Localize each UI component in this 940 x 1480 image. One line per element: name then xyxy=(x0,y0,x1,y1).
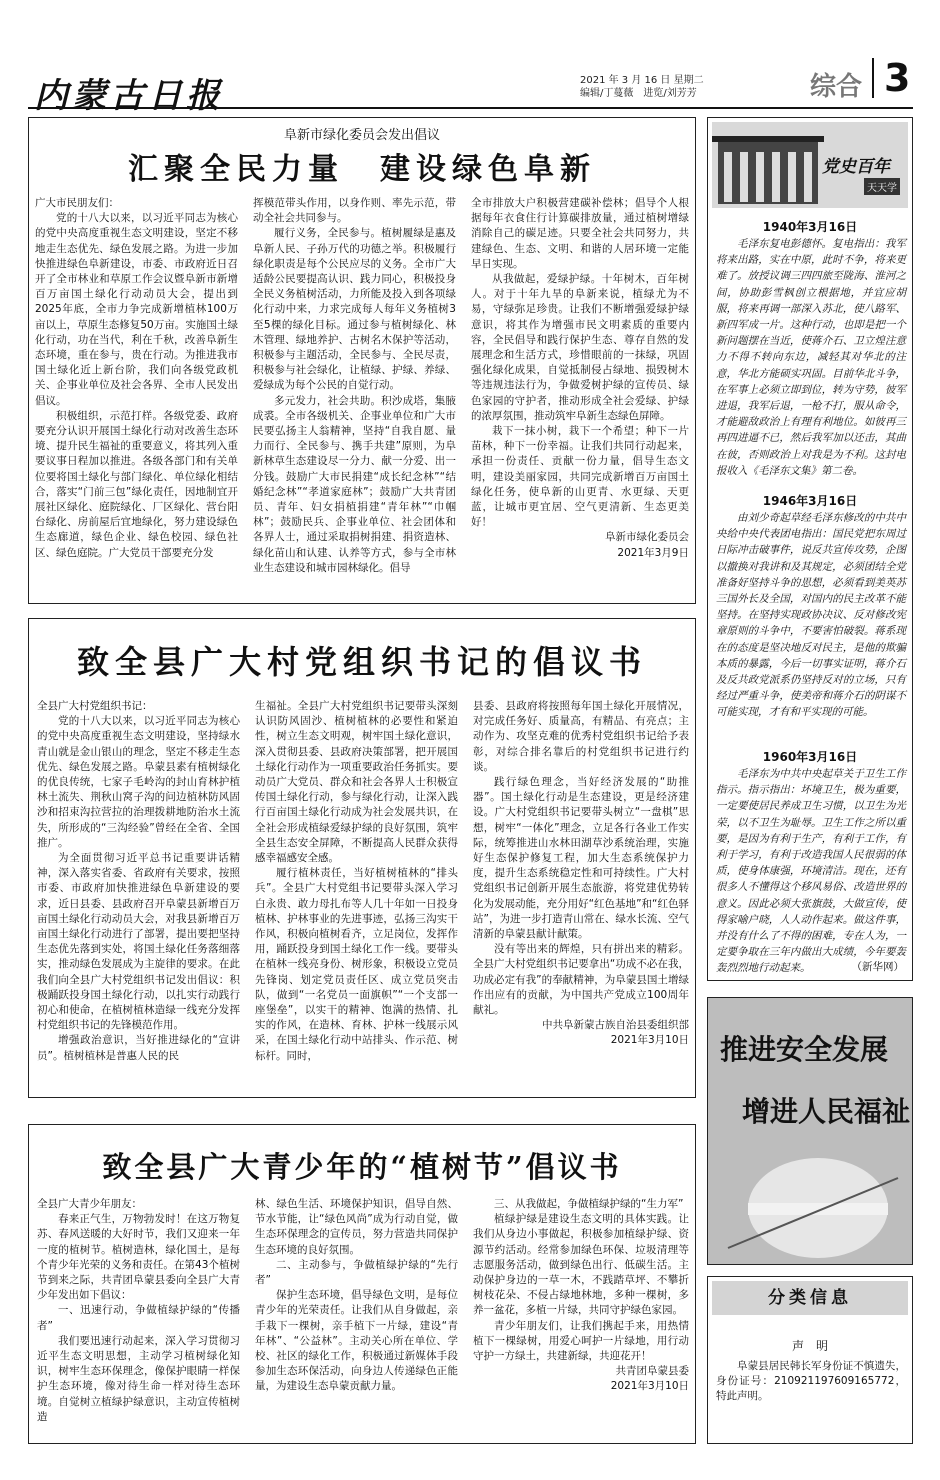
sidebar-entry-2-text: 由刘少奇起草经毛泽东修改的中共中央给中央代表团电指出：国民党把东周过日际冲击破事件，说反共宣传攻势，企图以撤换对我讲和及其规定，必须团结全党准备好坚持斗争的思想，必须看到美英苏三国外长及全国，对国内的民主改革不能坚持。在坚持实现政协决议、反对修改宪章原则的斗争中，不要害怕破裂。蒋系现在的态度是坚决地反对民主，是他的欺骗本质的暴露，今后一切事实证明，蒋介石及反共政党派系仍坚持反对的立场，只有经过严重斗争，使美帝和蒋介石的阴谋不可能实现，才有和平实现的可能。 xyxy=(716,512,906,719)
sidebar-entry-3-date: 1960年3月16日 xyxy=(762,750,858,764)
sidebar-entry-2-date: 1946年3月16日 xyxy=(762,494,858,508)
article-1-title: 汇聚全民力量 建设绿色阜新 xyxy=(128,152,596,187)
article-1-col-3 xyxy=(471,196,689,561)
party-history-banner xyxy=(712,122,908,208)
date-line: 2021 年 3 月 16 日 星期二 xyxy=(580,75,704,86)
article-2-date: 2021年3月10日 xyxy=(610,1034,689,1047)
paragraph: 积极组织，示范打样。各级党委、政府要充分认识开展国土绿化行动对改善生态环境、提升民生福祉的重要意义，将其列入重要议事日程加以推进。各级各部门和有关单位要将国土绿化与部门绿化、单位绿化相结合，落实“门前三包”绿化责任，因地制宜开展社区绿化、庭院绿化、厂区绿化、营台阳台绿化、房前屋后宜地绿化，努力建设绿色生态廊道，绿色企业、绿色校园、绿色社区、绿色庭院。广大党员干部要充分发 xyxy=(35,409,238,559)
banner-badge: 天天学 xyxy=(864,178,900,195)
paragraph: 栽下一抹小树，栽下一个希望；种下一片苗林，种下一份幸福。让我们共同行动起来，承担一份责任、贡献一份力量，倡导生态文明，建设美丽家园，共同完成新增百万亩国土绿化任务，使阜新的山更青、水更绿、天更蓝，让城市更宜居、空气更清新、生态更美好！ xyxy=(471,425,689,529)
article-1-date: 2021年3月9日 xyxy=(617,546,689,559)
paragraph: 履行植林责任，当好植树植林的“排头兵”。全县广大村党组书记要带头深入学习白永贵、敢力母扎布等人几十年如一日投身植林、护林事业的先进事迹，弘扬三沟实干作风，积极向植树看齐，立足岗位，发挥作用，踊跃投身到国土绿化工作一线。要带头在植林一线亮身份、树形象，积极设立党员先锋岗、划定党员责任区、成立党员突击队，做到“一名党员一面旗帜”“一个支部一座堡垒”，以实干的精神、饱满的热情、扎实的作风，在造林、育林、护林一线展示风采，在国土绿化行动中站排头、作示范、树标杆。同时， xyxy=(255,867,458,1062)
article-3-greeting: 全县广大青少年朋友： xyxy=(37,1198,142,1210)
paragraph: 我们要迅速行动起来，深入学习贯彻习近平生态文明思想，主动学习植树绿化知识，树牢生态环保理念，像保护眼睛一样保护生态环境，像对待生命一样对待生态环境。自觉树立植绿护绿意识，主动宣传植树造 xyxy=(37,1334,240,1423)
article-2-col-2 xyxy=(255,699,458,1064)
article-1 xyxy=(28,117,696,604)
article-2-signature: 中共阜新蒙古族自治县委组织部 xyxy=(542,1019,689,1032)
article-2-title: 致全县广大村党组织书记的倡议书 xyxy=(76,643,647,681)
article-3-col-3 xyxy=(473,1197,689,1395)
article-1-col-1 xyxy=(35,196,238,561)
ad-headline-2: 增进人民福祉 xyxy=(742,1095,911,1128)
article-3 xyxy=(28,1124,696,1444)
article-1-subtitle: 阜新市绿化委员会发出倡议 xyxy=(283,128,440,143)
masthead-logo: 内蒙古日报 xyxy=(34,76,224,116)
ad-headline-1: 推进安全发展 xyxy=(720,1033,889,1066)
article-3-col-2 xyxy=(255,1197,458,1395)
paragraph: 春来正气生，万物勃发时！在这万物复苏、春风送暖的大好时节，我们又迎来一年一度的植树节。植树造林，绿化国土，是每个青少年光荣的义务和责任。在第43个植树节到来之际，共青团阜蒙县委向全县广大青少年发出如下倡议： xyxy=(37,1213,240,1302)
header-info xyxy=(580,74,704,100)
notice-title: 声 明 xyxy=(791,1339,828,1353)
classified-box xyxy=(707,1276,913,1444)
article-1-signature: 阜新市绿化委员会 xyxy=(605,531,689,544)
article-3-title: 致全县广大青少年的“植树节”倡议书 xyxy=(102,1150,622,1184)
article-3-signature: 共青团阜蒙县委 xyxy=(615,1365,689,1378)
editors-line: 编辑/丁蔓薇 进览/刘芳芳 xyxy=(580,88,697,99)
article-2-greeting: 全县广大村党组织书记： xyxy=(37,700,153,712)
sidebar-entry-1-date: 1940年3月16日 xyxy=(762,220,858,234)
paragraph: 植绿护绿是建设生态文明的具体实践。让我们从身边小事做起，积极参加植绿护绿、资源节约活动。经常参加绿色环保、垃圾清理等志愿服务活动，做到绿色出行、低碳生活。主动保护身边的一草一木，不践踏草坪、不攀折树枝花朵、不侵占绿地林地，多种一棵树，多养一盆花，多植一片绿，共同守护绿色家园。 xyxy=(473,1213,689,1317)
paragraph: 三、从我做起，争做植绿护绿的“生力军” xyxy=(494,1198,684,1210)
paragraph: 没有等出来的辉煌，只有拼出来的精彩。全县广大村党组织书记要拿出“功成不必在我，功成必定有我”的奉献精神，为阜蒙县国土增绿作出应有的贡献，为中国共产党成立100周年献礼。 xyxy=(473,943,689,1017)
paragraph: 保护生态环境，倡导绿色文明，是每位青少年的光荣责任。让我们从自身做起，亲手栽下一棵树，亲手植下一片绿，建设“青年林”、“公益林”。主动关心所在单位、学校、社区的绿化工作，积极通过新媒体手段参加生态环保活动，向身边人传递绿色正能量，为建设生态阜蒙贡献力量。 xyxy=(255,1289,458,1393)
sidebar-history xyxy=(707,117,913,981)
article-2-col-1 xyxy=(37,699,240,1064)
paragraph: 多元发力，社会共助。积沙成塔，集腋成裘。全市各级机关、企事业单位和广大市民要弘扬主人翁精神，坚持“自我自愿、量力而行、全民参与、携手共建”原则，为阜新林草生态建设尽一分力、献一分爱、出一分钱。鼓励广大市民捐建“成长纪念林”“结婚纪念林”“孝道家庭林”；鼓励广大共青团员、青年、妇女捐植捐建“青年林”“巾帼林”；鼓励民兵、企事业单位、社会团体和各界人士，通过采取捐树捐建、捐资造林、绿化苗山和认建、认养等方式，参与全市林业生态建设和城市园林绿化。倡导 xyxy=(253,394,456,574)
paragraph: 挥模范带头作用，以身作则、率先示范，带动全社会共同参与。 xyxy=(253,197,456,225)
paragraph: 践行绿色理念，当好经济发展的“助推器”。国土绿化行动是生态建设，更是经济建设。广大村党组织书记要带头树立“一盘棋”思想，树牢“一体化”理念，立足各行各业工作实际，统筹推进山水林田湖草沙系统治理，实施好生态保护修复工程，加大生态系统保护力度，提升生态系统稳定性和可持续性。广大村党组织书记创新开展生态旅游，将党建优势转化为发展动能，充分用好“红色基地”和“红色驿站”，为进一步打造青山常在、绿水长流、空气清新的阜蒙县献计献策。 xyxy=(473,776,689,941)
ad-safety xyxy=(707,997,913,1265)
paragraph: 生福祉。全县广大村党组织书记要带头深刻认识防风固沙、植树植林的必要性和紧迫性，树立生态文明观，树牢国土绿化意识，深入贯彻县委、县政府决策部署，把开展国土绿化行动作为一项重要政治任务抓实。要动员广大党员、群众和社会各界人士积极宣传国土绿化行动，参与绿化行动，让深入践行百亩国土绿化行动成为社会发展共识，在全社会形成植绿爱绿护绿的良好氛围，筑牢全县生态安全屏障，不断提高人民群众获得感幸福感安全感。 xyxy=(255,700,458,865)
section-name: 综合 xyxy=(810,72,863,102)
banner-text: 党史百年 xyxy=(822,157,890,177)
paragraph: 从我做起，爱绿护绿。十年树木，百年树人。对于十年九旱的阜新来说，植绿尤为不易，守绿弥足珍贵。让我们不断增强爱绿护绿意识，将其作为增强市民文明素质的重要内容，全民倡导和践行保护生态、尊存自然的发展理念和生活方式，珍惜眼前的一抹绿，巩固强化绿化成果，自觉抵制侵占绿地、损毁树木等违规违法行为，争做爱树护绿的宣传员、绿色家园的守护者，推动形成全社会爱绿、护绿的浓厚氛围，推动筑牢阜新生态绿色屏障。 xyxy=(471,273,689,422)
notice-text: 阜蒙县居民韩长军身份证不慎遗失，身份证号：210921197609165772，特此声明。 xyxy=(716,1360,906,1403)
paragraph: 全市排放大户积极营建碳补偿林；倡导个人根据每年衣食住行计算碳排放量，通过植树增绿消除自己的碳足迹。只要全社会共同努力，共建绿色、生态、文明、和谐的人居环境一定能早日实现。 xyxy=(471,197,689,270)
classified-header: 分类信息 xyxy=(712,1281,908,1315)
article-2 xyxy=(28,618,696,1098)
paragraph: 县委、县政府将按照每年国土绿化开展情况，对完成任务好、质量高，有精品、有亮点；主动作为、攻坚克难的优秀村党组织书记给予表彰，对综合排名靠后的村党组织书记进行约谈。 xyxy=(473,700,689,773)
sidebar-entry-1-text: 毛泽东复电彭德怀。复电指出：我军将来出路，实在中原，此时不争，将来更难了。放授议调三四四旅至陇海、淮河之间，协助彭雪枫创立根据地，并宜应胡服，将来再调一部深入苏北，使八路军、新四军成一片。这种行动，也即是把一个新问题摆在当近，使蒋介石、卫立煌注意力不得不转向东边，减轻其对华北的注意，华北方能硕实巩固。目前华北斗争，在军事上必须立即到位，转为守势，彼军进退，我军后退，一枪不打，服从命令，才能避敌政治上有理有利地位。如彼再三再四进逼不已，然后我军加以还击，其曲在彼，否则政治上对我是为不利。这封电报收入《毛泽东文集》第二卷。 xyxy=(716,238,906,477)
paragraph: 为全面贯彻习近平总书记重要讲话精神，深入落实省委、省政府有关要求，按照市委、市政府加快推进绿色阜新建设的要求，近日县委、县政府召开阜蒙县新增百万亩国土绿化行动动员大会，对我县新增百万亩国土绿化行动进行了部署，提出要把坚持生态优先落到实处，将国土绿化任务落细落实，推动绿色发展成为主旋律的要求。在此我们向全县广大村党组织书记发出倡议：积极踊跃投身国土绿化行动，以扎实行动践行初心和使命，在植树植林造绿一线充分发挥村党组织书记的先锋模范作用。 xyxy=(37,852,240,1032)
article-1-col-2 xyxy=(253,196,456,576)
header-rule xyxy=(28,107,913,109)
paragraph: 林、绿色生活、环境保护知识，倡导自然、节水节能，让“绿色风尚”成为行动自觉，做生态环保理念的宣传员，努力营造共同保护生态环境的良好氛围。 xyxy=(255,1198,458,1256)
paragraph: 青少年朋友们，让我们携起手来，用热情植下一棵绿树，用爱心呵护一片绿地，用行动守护一方绿土，共建新绿，共迎花开！ xyxy=(473,1319,689,1363)
article-1-greeting: 广大市民朋友们： xyxy=(35,197,119,209)
paragraph: 一、迅速行动，争做植绿护绿的“传播者” xyxy=(37,1304,240,1332)
paragraph: 党的十八大以来，以习近平同志为核心的党中央高度重视生态文明建设，坚定不移地走生态优先、绿色发展之路。为进一步加快推进绿色阜新建设，市委、市政府近日召开了全市林业和草原工作会议暨阜新市新增百万亩国土绿化行动动员大会，提出到2025年底，全市力争完成新增植林100万亩以上，草原生态修复50万亩。实施国土绿化行动，功在当代，利在千秋，改善阜新生态环境，重在参与，贵在行动。为推进我市国土绿化近上新台阶，我们向各级党政机关、企事业单位及社会各界、全市人民发出倡议。 xyxy=(35,212,238,407)
sidebar-entry-3-text: 毛泽东为中共中央起草关于卫生工作指示。指示指出：坏境卫生，极为重要，一定要使居民养成卫生习惯，以卫生为光荣，以不卫生为耻辱。卫生工作之所以重要，是因为有利于生产，有利于工作，有利于学习，有利于改造我国人民很弱的体质，使身体康强，环境清洁。现在，还有很多人不懂得这个移风易俗、改造世界的意义。因此必须大张旗鼓，大做宣传，使得家喻户晓，人人动作起来。做这件事，并没有什么了不得的困难，专在人为，一定要争取在三年内做出大成绩，今年要轰轰烈烈地行动起来。 xyxy=(716,768,906,975)
page-number: 3 xyxy=(872,58,910,98)
article-2-col-3 xyxy=(473,699,689,1049)
paragraph: 二、主动参与，争做植绿护绿的“先行者” xyxy=(255,1258,458,1287)
paragraph: 增强政治意识，当好推进绿化的“宣讲员”。植树植林是普惠人民的民 xyxy=(37,1034,240,1062)
sidebar-source: （新华网） xyxy=(851,961,904,973)
article-3-col-1 xyxy=(37,1197,240,1425)
paragraph: 履行义务，全民参与。植树履绿是惠及阜新人民、子孙万代的功德之举。积极履行绿化职责是每个公民应尽的义务。全市广大适龄公民要提高认识、践力同心，积极投身全民义务植树活动，力所能及投入到各项绿化行动中来，力求完成每人每年义务植树3至5棵的绿化目标。通过参与植树绿化、林木管理、绿地养护、古树名木保护等活动，积极参与主题活动，全民参与、全民尽责，积极参与社会绿化，让植绿、护绿、养绿、爱绿成为每个公民的自觉行动。 xyxy=(253,227,456,392)
paragraph: 党的十八大以来，以习近平同志为核心的党中央高度重视生态文明建设，坚持绿水青山就是金山银山的理念，坚定不移走生态优先、绿色发展之路。阜蒙县素有植树绿化的优良传统，七家子毛岭沟的封山育林护植林土流失、荆秋山窝子沟的问边植林防风固沙和招束沟拉营拉的治理拨耕地防治水土流失，所形成的“三沟经验”曾经在全省、全国推广。 xyxy=(37,715,240,849)
article-3-date: 2021年3月10日 xyxy=(610,1380,689,1393)
